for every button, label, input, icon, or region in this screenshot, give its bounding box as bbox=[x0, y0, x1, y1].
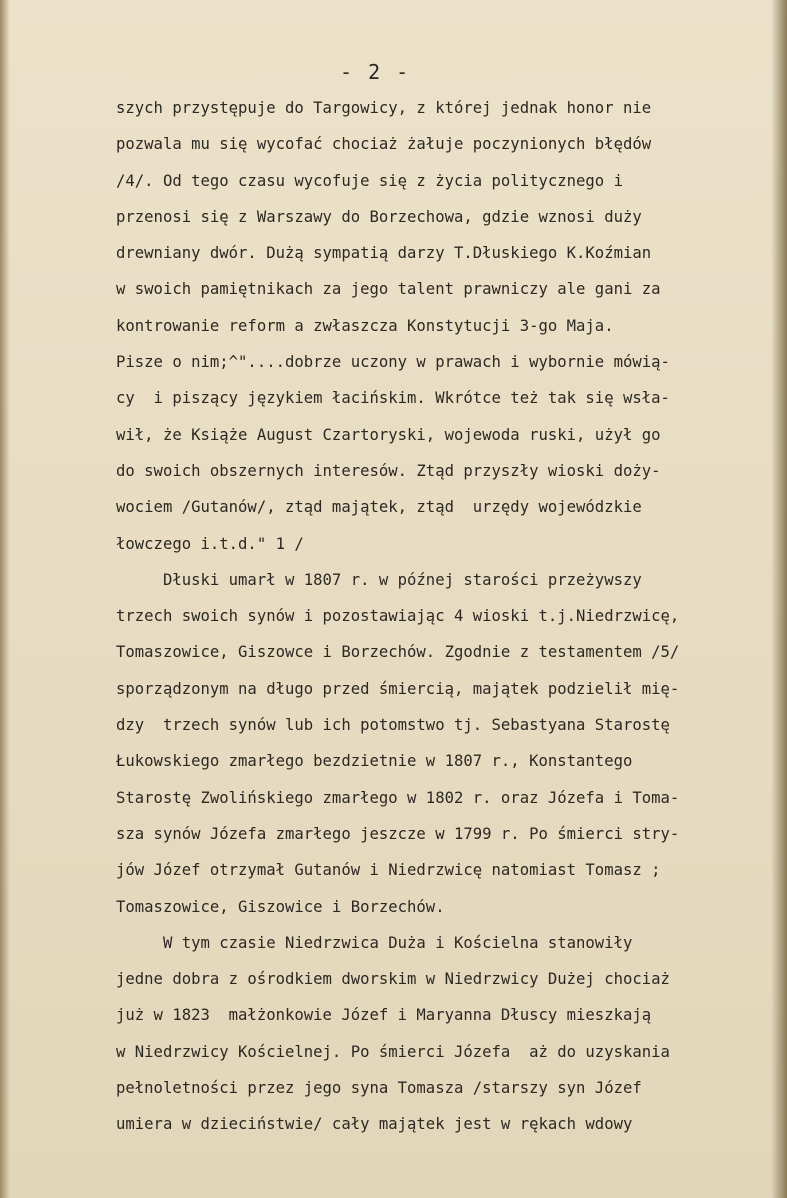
text-line: do swoich obszernych interesów. Ztąd przyszły wioski doży- bbox=[116, 461, 661, 480]
text-line: pełnoletności przez jego syna Tomasza /starszy syn Józef bbox=[116, 1079, 642, 1098]
text-line: już w 1823 małżonkowie Józef i Maryanna Dłuscy mieszkają bbox=[116, 1006, 652, 1025]
text-line: jedne dobra z ośrodkiem dworskim w Niedrzwicy Dużej chociaż bbox=[116, 970, 670, 989]
text-line: /4/. Od tego czasu wycofuje się z życia politycznego i bbox=[116, 171, 623, 190]
text-line: drewniany dwór. Dużą sympatią darzy T.Dłuskiego K.Koźmian bbox=[116, 244, 652, 263]
text-line: przenosi się z Warszawy do Borzechowa, gdzie wznosi duży bbox=[116, 207, 642, 226]
text-line: dzy trzech synów lub ich potomstwo tj. Sebastyana Starostę bbox=[116, 716, 670, 735]
text-line: Pisze o nim;^"....dobrze uczony w prawach i wybornie mówią- bbox=[116, 353, 670, 372]
text-line: pozwala mu się wycofać chociaż żałuje poczynionych błędów bbox=[116, 135, 652, 154]
text-line: cy i piszący językiem łacińskim. Wkrótce też tak się wsła- bbox=[116, 389, 670, 408]
text-line: szych przystępuje do Targowicy, z której jednak honor nie bbox=[116, 99, 652, 117]
typed-text-body bbox=[116, 90, 766, 1143]
text-line: Tomaszowice, Giszowice i Borzechów. bbox=[116, 897, 445, 916]
text-line: kontrowanie reform a zwłaszcza Konstytucji 3-go Maja. bbox=[116, 316, 614, 335]
text-line: w Niedrzwicy Kościelnej. Po śmierci Józefa aż do uzyskania bbox=[116, 1042, 670, 1061]
text-line: trzech swoich synów i pozostawiając 4 wioski t.j.Niedrzwicę, bbox=[116, 607, 680, 626]
text-line: sporządzonym na długo przed śmiercią, majątek podzielił mię- bbox=[116, 679, 680, 698]
text-line: Tomaszowice, Giszowce i Borzechów. Zgodnie z testamentem /5/ bbox=[116, 643, 680, 662]
text-line: Łukowskiego zmarłego bezdzietnie w 1807 r., Konstantego bbox=[116, 752, 633, 771]
text-line: w swoich pamiętnikach za jego talent prawniczy ale gani za bbox=[116, 280, 661, 299]
left-edge-shadow bbox=[0, 0, 10, 1198]
text-line: W tym czasie Niedrzwica Duża i Kościelna stanowiły bbox=[116, 933, 633, 952]
text-line: wił, że Książe August Czartoryski, wojewoda ruski, użył go bbox=[116, 425, 661, 444]
text-line: sza synów Józefa zmarłego jeszcze w 1799 r. Po śmierci stry- bbox=[116, 824, 680, 843]
text-line: jów Józef otrzymał Gutanów i Niedrzwicę natomiast Tomasz ; bbox=[116, 861, 661, 880]
text-line: wociem /Gutanów/, ztąd majątek, ztąd urzędy wojewódzkie bbox=[116, 498, 642, 517]
text-line: Starostę Zwolińskiego zmarłego w 1802 r. oraz Józefa i Toma- bbox=[116, 788, 680, 807]
text-line: Dłuski umarł w 1807 r. w późnej starości przeżywszy bbox=[116, 570, 642, 589]
text-line: umiera w dzieciństwie/ cały majątek jest w rękach wdowy bbox=[116, 1115, 633, 1134]
right-edge-shadow bbox=[771, 0, 787, 1198]
text-line: łowczego i.t.d." 1 / bbox=[116, 534, 304, 553]
page-number: - 2 - bbox=[340, 60, 411, 84]
